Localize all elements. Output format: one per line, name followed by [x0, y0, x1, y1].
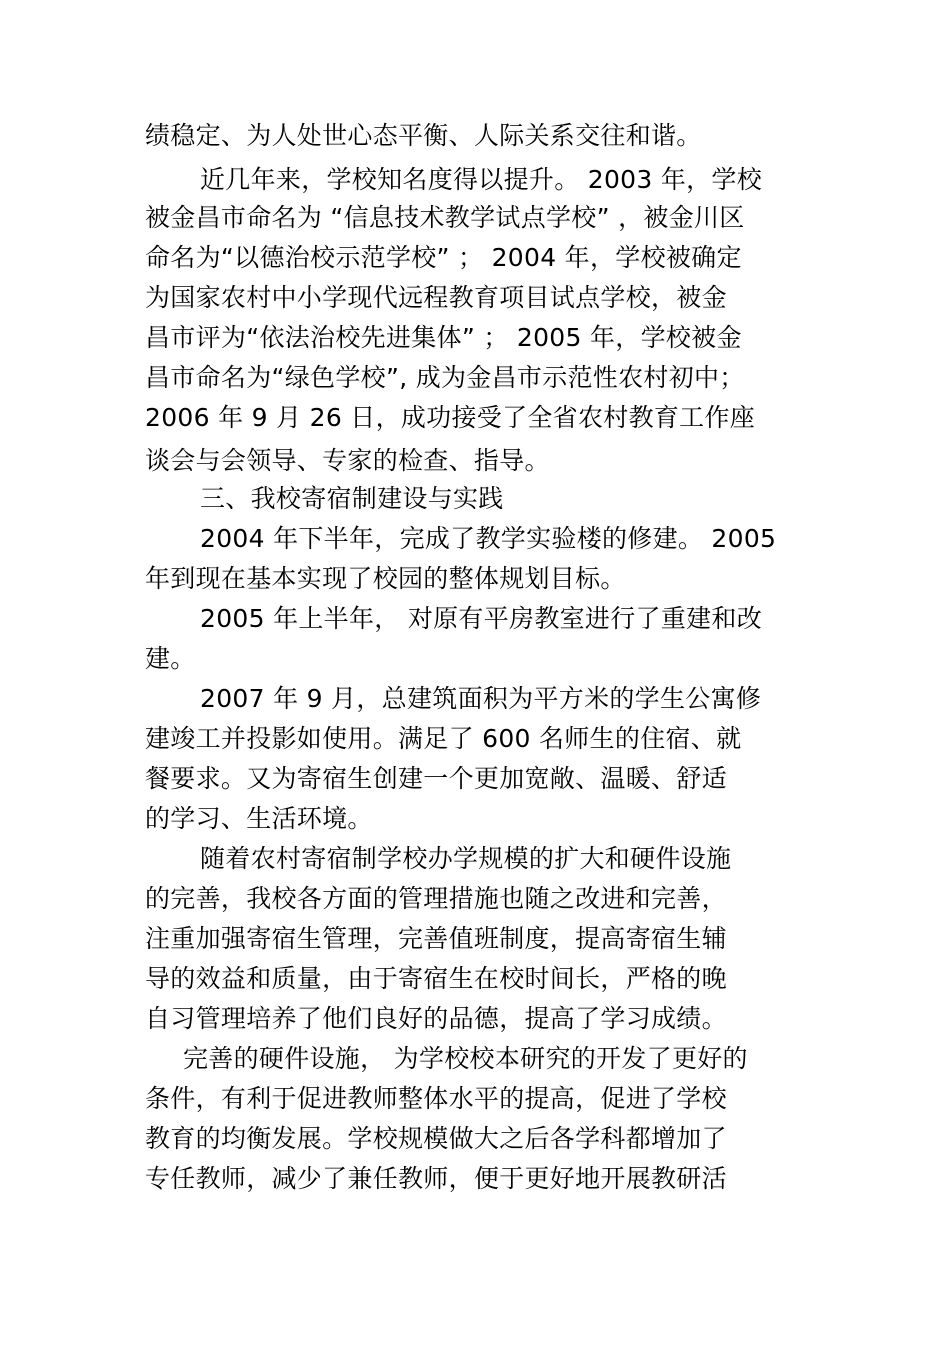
text-line: 的学习、生活环境。 — [145, 804, 373, 833]
text-line: 的完善，我校各方面的管理措施也随之改进和完善， — [145, 884, 727, 913]
paragraph-start: 完善的硬件设施， 为学校校本研究的开发了更好的 — [183, 1044, 748, 1073]
text-line: 绩稳定、为人处世心态平衡、人际关系交往和谐。 — [145, 121, 702, 150]
paragraph-start: 2004 年下半年，完成了教学实验楼的修建。 2005 — [200, 524, 777, 553]
text-line: 被金昌市命名为 “信息技术教学试点学校” ，被金川区 — [145, 203, 745, 232]
text-line: 餐要求。又为寄宿生创建一个更加宽敞、温暖、舒适 — [145, 764, 727, 793]
text-line: 建竣工并投影如使用。满足了 600 名师生的住宿、就 — [145, 724, 742, 753]
section-heading: 三、我校寄宿制建设与实践 — [200, 484, 504, 513]
paragraph-start: 随着农村寄宿制学校办学规模的扩大和硬件设施 — [200, 844, 732, 873]
text-line: 条件，有利于促进教师整体水平的提高，促进了学校 — [145, 1084, 727, 1113]
text-line: 导的效益和质量，由于寄宿生在校时间长，严格的晚 — [145, 964, 727, 993]
text-line: 命名为“以德治校示范学校” ； 2004 年，学校被确定 — [145, 243, 742, 272]
paragraph-start: 近几年来，学校知名度得以提升。 2003 年，学校 — [200, 165, 763, 194]
text-line: 教育的均衡发展。学校规模做大之后各学科都增加了 — [145, 1124, 727, 1153]
paragraph-start: 2007 年 9 月，总建筑面积为平方米的学生公寓修 — [200, 684, 762, 713]
text-line: 建。 — [145, 644, 196, 673]
text-line: 昌市评为“依法治校先进集体” ； 2005 年，学校被金 — [145, 323, 742, 352]
text-line: 谈会与会领导、专家的检查、指导。 — [145, 446, 550, 475]
text-line: 为国家农村中小学现代远程教育项目试点学校，被金 — [145, 283, 727, 312]
text-line: 昌市命名为“绿色学校”, 成为金昌市示范性农村初中； — [145, 363, 745, 392]
text-line: 注重加强寄宿生管理，完善值班制度，提高寄宿生辅 — [145, 924, 727, 953]
text-line: 专任教师，减少了兼任教师，便于更好地开展教研活 — [145, 1164, 727, 1193]
text-line: 2006 年 9 月 26 日，成功接受了全省农村教育工作座 — [145, 403, 756, 432]
text-line: 自习管理培养了他们良好的品德，提高了学习成绩。 — [145, 1004, 727, 1033]
paragraph-start: 2005 年上半年， 对原有平房教室进行了重建和改 — [200, 604, 763, 633]
text-line: 年到现在基本实现了校园的整体规划目标。 — [145, 564, 626, 593]
